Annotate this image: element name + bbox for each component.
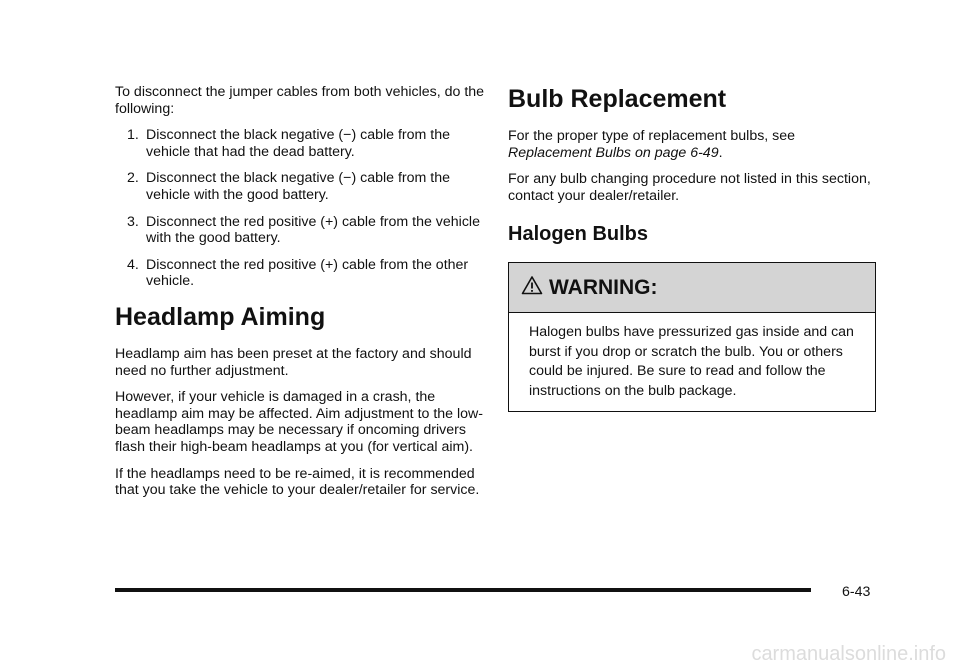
list-item — [115, 127, 485, 160]
watermark: carmanualsonline.info — [751, 643, 946, 665]
headlamp-paragraph-1: Headlamp aim has been preset at the factory and should need no further adjustment. — [115, 345, 472, 379]
footer-rule — [115, 588, 811, 592]
bulb-paragraph-1-text: For the proper type of replacement bulbs, see — [508, 128, 796, 144]
halogen-bulbs-heading: Halogen Bulbs — [508, 223, 649, 246]
bulb-replacement-heading: Bulb Replacement — [508, 85, 727, 113]
left-column — [115, 84, 485, 509]
warning-text: Halogen bulbs have pressurized gas inside and can burst if you drop or scratch the bulb. You or others could be injured. Be sure to read and follow the instructions on the bulb package. — [529, 324, 854, 399]
step-text: Disconnect the red positive (+) cable from the other vehicle. — [146, 256, 469, 290]
step-number: 4. — [127, 256, 139, 273]
headlamp-aiming-heading: Headlamp Aiming — [115, 302, 326, 331]
list-item — [115, 170, 485, 203]
step-number: 2. — [127, 170, 139, 187]
warning-box — [508, 262, 876, 412]
list-item — [115, 214, 485, 247]
list-item — [115, 257, 485, 290]
warning-triangle-icon — [521, 275, 543, 300]
bulb-paragraph-1-end: . — [718, 144, 723, 161]
step-number: 1. — [127, 127, 139, 144]
warning-body — [509, 313, 875, 411]
bulb-paragraph-2: For any bulb changing procedure not listed in this section, contact your dealer/retailer. — [508, 171, 871, 204]
disconnect-steps-list — [115, 127, 485, 290]
replacement-bulbs-reference: Replacement Bulbs on page 6-49 — [508, 144, 719, 161]
intro-paragraph: To disconnect the jumper cables from both vehicles, do the following: — [115, 84, 485, 117]
step-text: Disconnect the black negative (−) cable from the vehicle with the good battery. — [146, 170, 451, 203]
warning-title: WARNING: — [549, 275, 658, 299]
bulb-paragraph-1 — [508, 128, 876, 161]
step-text: Disconnect the red positive (+) cable from the vehicle with the good battery. — [146, 213, 480, 247]
step-text: Disconnect the black negative (−) cable from the vehicle that had the dead battery. — [146, 127, 451, 160]
page-number: 6-43 — [842, 584, 871, 600]
step-number: 3. — [127, 213, 139, 230]
headlamp-paragraph-3: If the headlamps need to be re-aimed, it is recommended that you take the vehicle to your dealer/retailer for service. — [115, 465, 480, 499]
right-column — [508, 84, 876, 412]
warning-header — [509, 263, 875, 313]
headlamp-paragraph-2: However, if your vehicle is damaged in a crash, the headlamp aim may be affected. Aim adjustment to the low-beam headlamps may be necessary if oncoming drivers flash their high-beam headlamps at you (for vertical aim). — [115, 389, 484, 455]
